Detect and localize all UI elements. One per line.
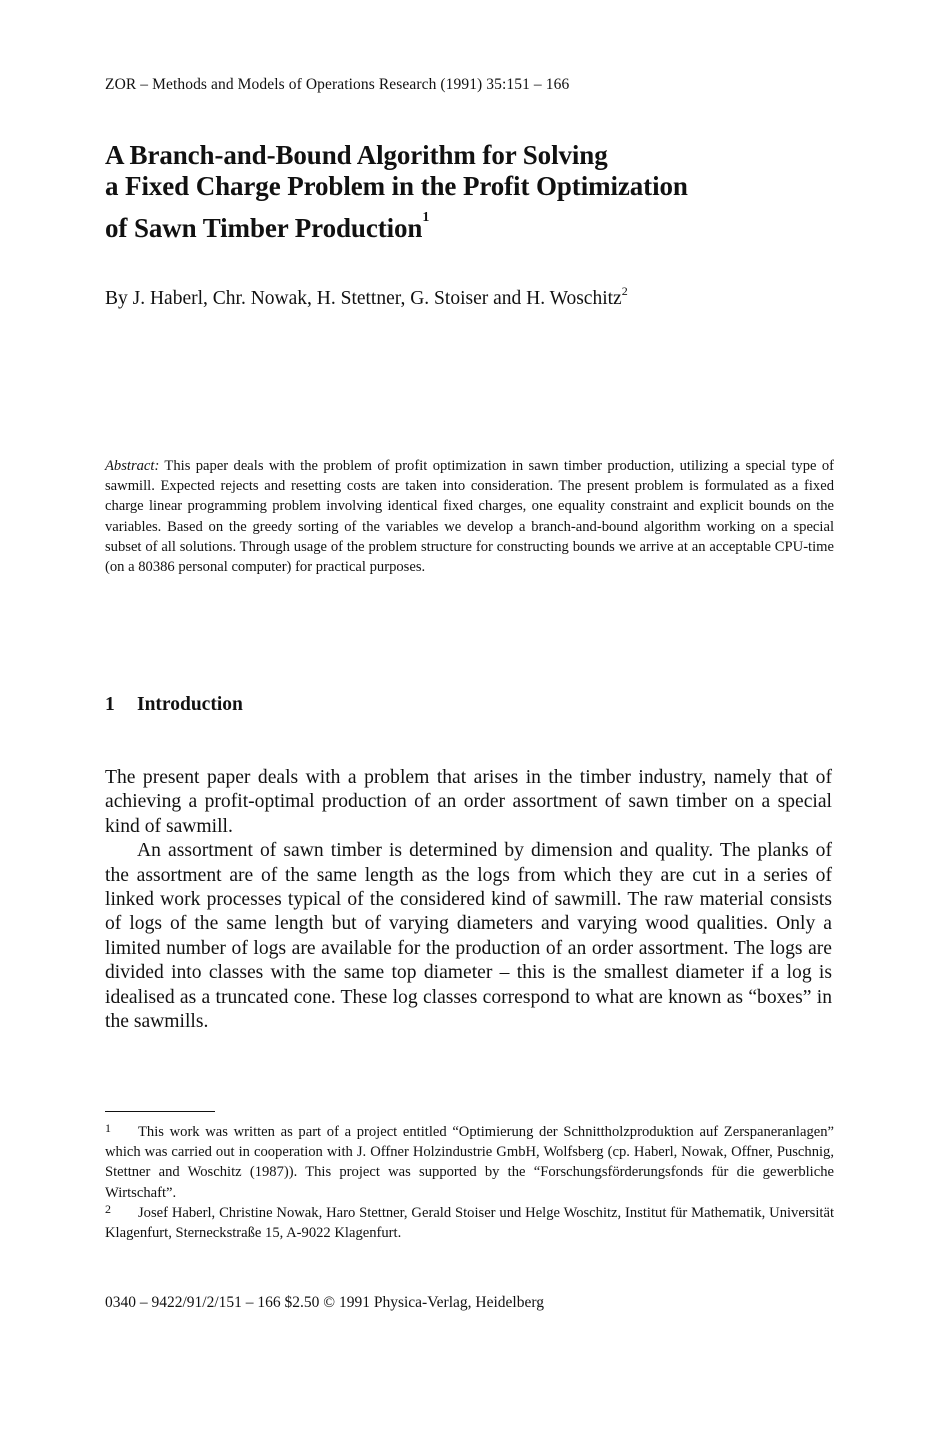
footnote-text: Josef Haberl, Christine Nowak, Haro Stettner, Gerald Stoiser und Helge Woschitz, Institut für Mathematik, Universität Klagenfurt, Sterneckstraße 15, A-9022 Klagenfurt.	[105, 1204, 834, 1242]
title-line-2: a Fixed Charge Problem in the Profit Optimization	[105, 171, 688, 201]
footnote-2: 2 Josef Haberl, Christine Nowak, Haro Stettner, Gerald Stoiser und Helge Woschitz, Institut für Mathematik, Universität Klagenfurt, Sterneckstraße 15, A-9022 Klagenfurt.	[105, 1201, 834, 1242]
abstract-text: This paper deals with the problem of profit optimization in sawn timber production, utilizing a special type of sawmill. Expected rejects and resetting costs are taken into consideration. The present problem is formulated as a fixed charge linear programming problem involving identical fixed charges, one equality constraint and explicit bounds on the variables. Based on the greedy sorting of the variables we develop a branch-and-bound algorithm working on a special subset of all solutions. Through usage of the problem structure for constructing bounds we arrive at an acceptable CPU-time (on a 80386 personal computer) for practical purposes.	[105, 458, 834, 576]
title-footnote-ref: 1	[422, 210, 430, 225]
author-list	[105, 284, 628, 310]
running-head: ZOR – Methods and Models of Operations Research (1991) 35:151 – 166	[105, 76, 570, 93]
footnotes	[105, 1122, 834, 1243]
authors-footnote-ref: 2	[621, 284, 628, 298]
body-paragraph: The present paper deals with a problem that arises in the timber industry, namely that of achieving a profit-optimal production of an order assortment of sawn timber on a special kind of sawmill.	[105, 767, 832, 837]
section-title: Introduction	[137, 694, 243, 715]
abstract-label: Abstract:	[105, 458, 160, 474]
title-line-3	[105, 202, 805, 244]
paper-title	[105, 140, 805, 244]
authors-text: By J. Haberl, Chr. Nowak, H. Stettner, G. Stoiser and H. Woschitz	[105, 288, 622, 309]
title-line-3-text: of Sawn Timber Production	[105, 213, 423, 243]
footnote-text: This work was written as part of a project entitled “Optimierung der Schnittholzproduktion auf Zerspaneranlagen” which was carried out in cooperation with J. Offner Holzindustrie GmbH, Wolfsberg (cp. Haberl, Nowak, Offner, Puschnig, Stettner and Woschitz (1987)). This project was supported by the “Forschungsförderungsfonds für die gewerbliche Wirtschaft”.	[105, 1124, 834, 1201]
footnote-1: 1 This work was written as part of a project entitled “Optimierung der Schnittholzproduktion auf Zerspaneranlagen” which was carried out in cooperation with J. Offner Holzindustrie GmbH, Wolfsberg (cp. Haberl, Nowak, Offner, Puschnig, Stettner and Woschitz (1987)). This project was supported by the “Forschungsförderungsfonds für die gewerbliche Wirtschaft”.	[105, 1121, 834, 1201]
section-heading	[105, 694, 243, 716]
section-number: 1	[105, 694, 115, 715]
body-paragraph: An assortment of sawn timber is determined by dimension and quality. The planks of the assortment are of the same length as the logs from which they are cut in a series of linked work processes typical of the considered kind of sawmill. The raw material consists of logs of the same length but of varying diameters and varying wood qualities. Only a limited number of logs are available for the production of an order assortment. The logs are divided into classes with the same top diameter – this is the smallest diameter if a log is idealised as a truncated cone. These log classes correspond to what are known as “boxes” in the sawmills.	[105, 840, 832, 1033]
copyright-footer: 0340 – 9422/91/2/151 – 166 $2.50 © 1991 Physica-Verlag, Heidelberg	[105, 1294, 544, 1311]
footnote-divider	[105, 1111, 215, 1112]
body-text	[105, 766, 832, 1034]
abstract	[105, 456, 834, 577]
title-line-1: A Branch-and-Bound Algorithm for Solving	[105, 140, 608, 170]
